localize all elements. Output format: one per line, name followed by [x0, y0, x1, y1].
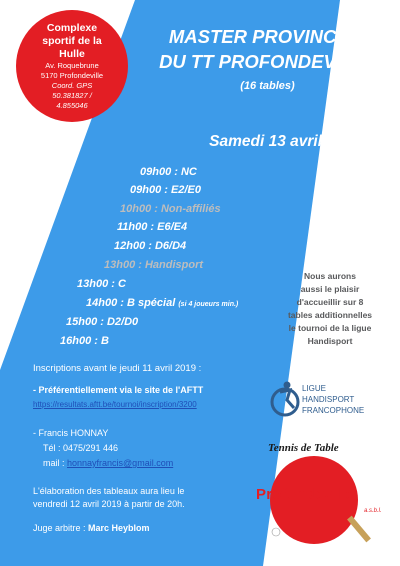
schedule-item-e6-e4: 11h00 : E6/E4 — [117, 221, 188, 233]
inscriptions-heading: Inscriptions avant le jeudi 11 avril 2019 : — [33, 363, 202, 374]
title-line1: MASTER PROVINCIAL — [168, 26, 367, 47]
club-logo-arc-text: Tennis de Table — [268, 442, 339, 454]
referee-row — [33, 523, 150, 533]
venue-name-line3: Hulle — [59, 48, 85, 60]
side-note-line3: d'accueillir sur 8 — [296, 297, 364, 307]
club-logo-name: Profondeville — [256, 486, 354, 503]
schedule-item-e2-e0: 09h00 : E2/E0 — [130, 184, 201, 196]
venue-coords-line3: 4.855046 — [56, 101, 88, 110]
page-title — [140, 24, 395, 74]
draw-note-line1: L'élaboration des tableaux aura lieu le — [33, 486, 185, 496]
club-logo-suffix: a.s.b.l. — [364, 508, 382, 514]
handisport-logo-line3: FRANCOPHONE — [302, 406, 365, 415]
contact-mail-link[interactable]: honnayfrancis@gmail.com — [67, 458, 174, 468]
schedule-item-d6-d4: 12h00 : D6/D4 — [114, 240, 187, 252]
venue-name-line1: Complexe — [46, 22, 98, 34]
draw-note-line2: vendredi 12 avril 2019 à partir de 20h. — [33, 499, 185, 509]
schedule-item-b-special-label: 14h00 : B spécial — [86, 297, 176, 309]
handisport-logo — [270, 380, 396, 420]
side-note-line5: le tournoi de la ligue — [288, 323, 372, 333]
inscriptions-preferred: - Préférentiellement via le site de l'AFTT — [33, 385, 204, 395]
venue-badge — [16, 10, 128, 122]
handisport-figure-icon — [270, 380, 300, 420]
venue-name-line2: sportif de la — [42, 35, 102, 47]
schedule-item-c: 13h00 : C — [77, 278, 126, 290]
schedule-item-nc: 09h00 : NC — [140, 166, 197, 178]
side-note-line2: aussi le plaisir — [300, 284, 360, 294]
schedule-item-b: 16h00 : B — [60, 335, 109, 347]
schedule-item-b-special — [86, 297, 238, 309]
contact-name: - Francis HONNAY — [33, 428, 109, 438]
venue-address-line2: 5170 Profondeville — [40, 71, 104, 80]
event-date: Samedi 13 avril 2019 — [209, 133, 361, 150]
page-subtitle: (16 tables) — [240, 80, 295, 92]
referee-name: Marc Heyblom — [88, 523, 150, 533]
referee-label: Juge arbitre : — [33, 523, 89, 533]
handisport-logo-text — [302, 383, 364, 416]
schedule-item-non-affilies: 10h00 : Non-affiliés — [120, 203, 221, 215]
club-logo — [246, 440, 396, 555]
inscription-link[interactable]: https://resultats.aftt.be/tournoi/inscription/3200 — [33, 400, 197, 409]
side-note-line1: Nous aurons — [304, 271, 356, 281]
handisport-logo-line2: HANDISPORT — [302, 395, 355, 404]
venue-address-line1: Av. Roquebrune — [45, 61, 99, 70]
contact-mail-label: mail : — [43, 458, 68, 468]
title-line2: DU TT PROFONDEVILLE — [159, 51, 376, 72]
side-note-line6: Handisport — [307, 336, 353, 346]
handisport-logo-line1: LIGUE — [302, 384, 327, 393]
schedule-item-d2-d0: 15h00 : D2/D0 — [66, 316, 139, 328]
venue-coords-line2: 50.381827 / — [52, 91, 92, 100]
venue-coords-line1: Coord. GPS — [51, 81, 93, 90]
schedule-item-b-special-note: (si 4 joueurs min.) — [178, 301, 239, 308]
side-note-line4: tables additionnelles — [287, 310, 373, 320]
schedule-item-handisport: 13h00 : Handisport — [104, 259, 204, 271]
handisport-side-note — [264, 270, 396, 348]
contact-phone: Tél : 0475/291 446 — [43, 443, 119, 453]
contact-mail-row — [43, 458, 173, 468]
